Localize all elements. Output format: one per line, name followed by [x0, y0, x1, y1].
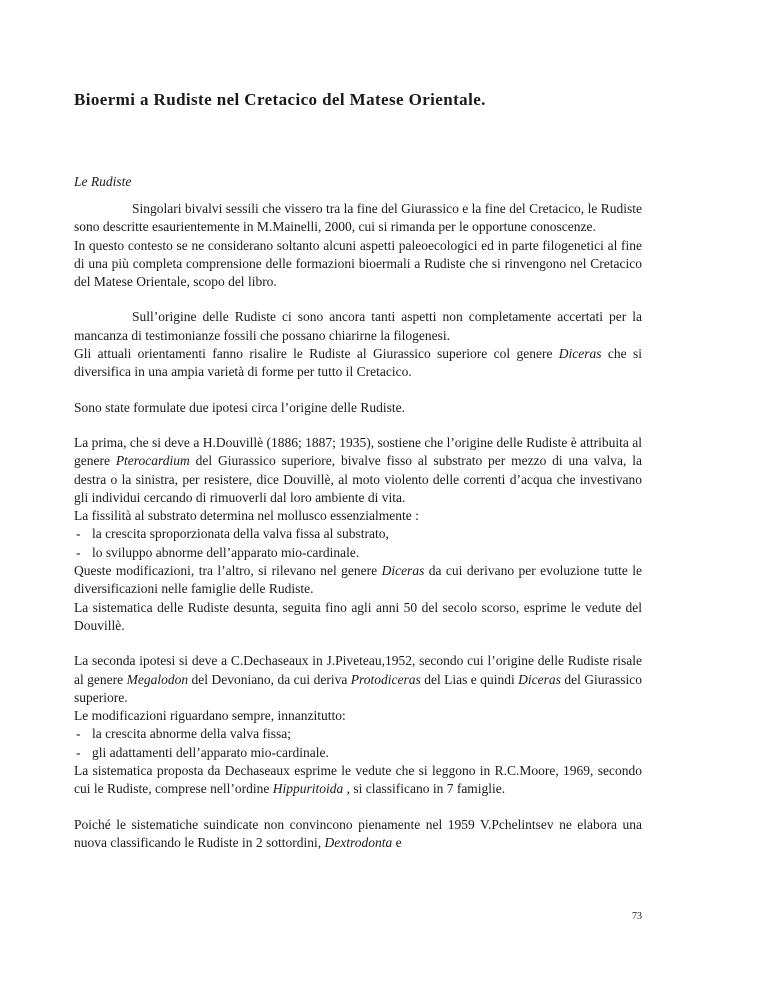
- list-dash: -: [76, 526, 81, 542]
- text-run: Queste modificazioni, tra l’altro, si rilevano nel genere: [74, 563, 382, 579]
- text-run: La sistematica proposta da Dechaseaux esprime le vedute che si leggono in R.C.Moore, 1969, secondo cui le Rudiste, comprese nell’ordine: [74, 763, 642, 797]
- paragraph: [74, 816, 642, 853]
- genus-name: Dextrodonta: [324, 834, 393, 850]
- text-run: La seconda ipotesi si deve a C.Dechaseaux in J.Piveteau,1952, secondo cui l’origine delle Rudiste risale al genere: [74, 653, 642, 687]
- list: [74, 525, 642, 562]
- text-run: del Devoniano, da cui deriva: [188, 671, 351, 687]
- text-run: da cui derivano per evoluzione tutte le diversificazioni nelle famiglie delle Rudiste.: [74, 563, 642, 597]
- list-dash: -: [76, 544, 81, 560]
- paragraph: La fissilità al substrato determina nel mollusco essenzialmente :: [74, 508, 419, 524]
- genus-name: Pterocardium: [115, 453, 190, 469]
- text-run: e: [392, 834, 402, 850]
- list-item-text: la crescita abnorme della valva fissa;: [92, 726, 292, 742]
- paragraph: Le modificazioni riguardano sempre, innanzitutto:: [74, 708, 346, 724]
- text-run: La prima, che si deve a H.Douvillè (1886; 1887; 1935), sostiene che l’origine delle Rudiste è attribuita al genere: [74, 434, 642, 469]
- list-item-text: gli adattamenti dell’apparato mio-cardinale.: [92, 744, 329, 760]
- genus-name: Protodiceras: [350, 671, 421, 687]
- paragraph: Singolari bivalvi sessili che vissero tra la fine del Giurassico e la fine del Cretacico, le Rudiste sono descritte esaurientemente in M.Mainelli, 2000, cui si rimanda per le opportune conoscenze.: [74, 201, 642, 235]
- list: [74, 725, 642, 762]
- text-run: Gli attuali orientamenti fanno risalire le Rudiste al Giurassico superiore col genere: [74, 346, 559, 362]
- paragraph: [74, 562, 642, 599]
- paragraph: Sono state formulate due ipotesi circa l’origine delle Rudiste.: [74, 399, 406, 415]
- list-item: [74, 725, 642, 743]
- page-number: 73: [632, 911, 642, 922]
- text-run: del Lias e quindi: [420, 671, 519, 687]
- list-item-text: la crescita sproporzionata della valva fissa al substrato,: [92, 526, 389, 542]
- list-item: [74, 525, 642, 543]
- paragraph: La sistematica delle Rudiste desunta, seguita fino agli anni 50 del secolo scorso, esprime le vedute del Douvillè.: [74, 599, 642, 633]
- paragraph: [74, 762, 642, 799]
- section-heading: Le Rudiste: [74, 174, 132, 189]
- list-item: [74, 544, 642, 562]
- genus-name: Diceras: [558, 346, 602, 362]
- list-item-text: lo sviluppo abnorme dell’apparato mio-cardinale.: [92, 544, 360, 560]
- paragraph: [74, 652, 642, 707]
- paragraph: Sull’origine delle Rudiste ci sono ancora tanti aspetti non completamente accertati per la mancanza di testimonianze fossili che possano chiarirne la filogenesi.: [74, 309, 642, 343]
- text-run: , si classificano in 7 famiglie.: [343, 781, 506, 797]
- paragraph: [74, 345, 642, 382]
- body-text: [74, 200, 642, 869]
- text-run: del Giurassico superiore.: [74, 671, 643, 705]
- genus-name: Hippuritoida: [272, 781, 344, 797]
- genus-name: Megalodon: [126, 671, 189, 687]
- text-run: del Giurassico superiore, bivalve fisso al substrato per mezzo di una valva, la destra o la sinistra, per resistere, dice Douvillè, al moto violento delle correnti d’acqua che investivano gli individui cercando di rimuoverli dal loro ambiente di vita.: [74, 453, 642, 505]
- document-title: Bioermi a Rudiste nel Cretacico del Matese Orientale.: [74, 90, 486, 109]
- list-item: [74, 744, 642, 762]
- list-dash: -: [76, 744, 81, 760]
- genus-name: Diceras: [518, 671, 561, 687]
- text-run: che si diversifica in una ampia varietà di forme per tutto il Cretacico.: [74, 346, 642, 380]
- paragraph: In questo contesto se ne considerano soltanto alcuni aspetti paleoecologici ed in parte filogenetici al fine di una più completa comprensione delle formazioni bioermali a Rudiste che si rinvengono nel Cretacico del Matese Orientale, scopo del libro.: [74, 237, 642, 290]
- paragraph: [74, 434, 642, 507]
- text-run: Poiché le sistematiche suindicate non convincono pienamente nel 1959 V.Pchelintsev ne elabora una nuova classificando le Rudiste in 2 sottordini,: [74, 816, 642, 850]
- genus-name: Diceras: [381, 563, 425, 579]
- list-dash: -: [76, 726, 81, 742]
